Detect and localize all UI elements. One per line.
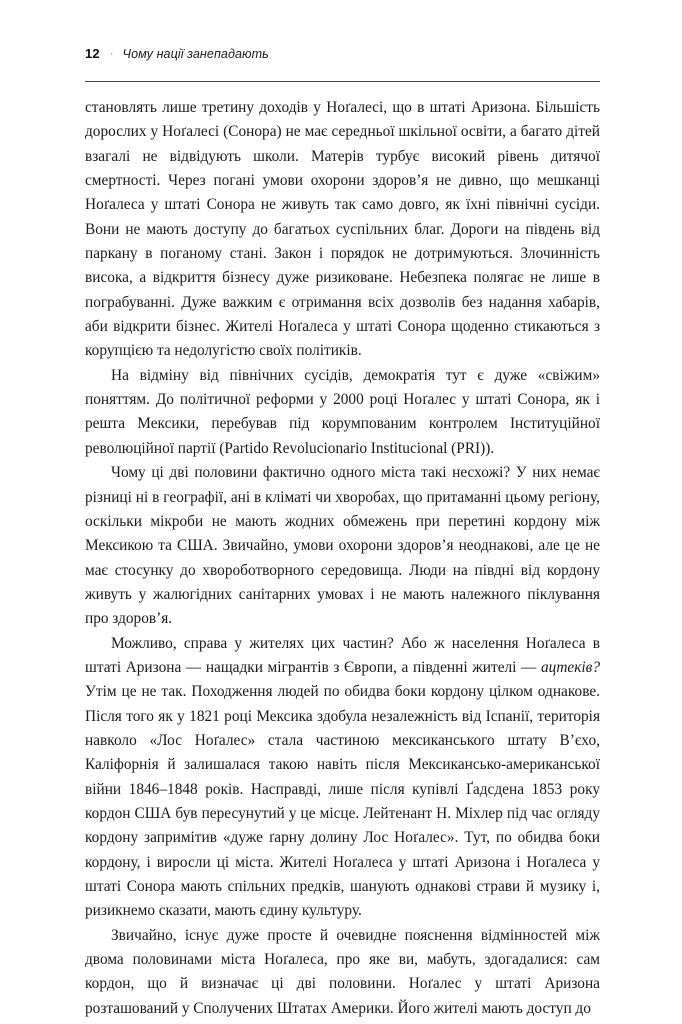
paragraph: Звичайно, існує дуже просте й очевидне пояснення відмінностей між двома половинами міста Ноґалеса, про яке ви, мабуть, здогадалися: сам кордон, що й визначає ці дві половини. Ноґалес у штаті Аризона розташований у Сполучених Штатах Америки. Його жителі мають доступ до — [85, 926, 600, 1017]
paragraph-text-before: Можливо, справа у жителях цих частин? Або ж населення Ноґалеса в штаті Аризона — нащадки мігрантів з Європи, а південні жителі — — [85, 634, 600, 676]
paragraph-text-after: Утім це не так. Походження людей по обидва боки кордону цілком однакове. Після того як у 1821 році Мексика здобула незалежність від Іспанії, територія навколо «Лос Ноґалес» стала частиною мексиканського штату В’єхо, Каліфорнія й залишалася такою навіть після Мексикансько-американської війни 1846–1848 років. Насправді, лише після купівлі Ґадсдена 1853 року кордон США був пересунутий у це місце. Лейтенант Н. Міхлер під час огляду кордону запримітив «дуже ґарну долину Лос Ноґалес». Тут, по обидва боки кордону, і виросли ці міста. Жителі Ноґалеса у штаті Аризона і Ноґалеса у штаті Сонора мають спільних предків, шанують однакові страви й музику і, ризикнемо сказати, мають єдину культуру. — [85, 683, 600, 920]
italic-term: ацтеків? — [540, 658, 600, 676]
paragraph-continuation: становлять лише третину доходів у Ноґалесі, що в штаті Аризона. Більшість дорослих у Ноґалесі (Сонора) не має середньої шкільної освіти, а багато дітей взагалі не відвідують школи. Матерів турбує високий рівень дитячої смертності. Через погані умови охорони здоров’я не дивно, що мешканці Ноґалеса у штаті Сонора не живуть так само довго, як їхні північні сусіди. Вони не мають доступу до багатьох суспільних благ. Дороги на південь від паркану в поганому стані. Закон і порядок не дотримуються. Злочинність висока, а відкриття бізнесу дуже ризиковане. Небезпека полягає не лише в пограбуванні. Дуже важким є отримання всіх дозволів без надання хабарів, аби відкрити бізнес. Жителі Ноґалеса у штаті Сонора щоденно стикаються з корупцією та недолугістю своїх політиків. — [85, 99, 600, 360]
paragraph: Чому ці дві половини фактично одного міста такі несхожі? У них немає різниці ні в географії, ані в кліматі чи хворобах, що притаманні цьому регіону, оскільки мікроби не мають жодних обмежень при перетині кордону між Мексикою та США. Звичайно, умови охорони здоров’я неоднакові, але це не має стосунку до хвороботворного середовища. Люди на півдні від кордону живуть у жалюгідних санітарних умовах і не мають належного піклування про здоров’я. — [85, 464, 600, 628]
header-divider — [85, 81, 600, 82]
paragraph-with-italic-term — [85, 632, 600, 924]
running-head — [85, 46, 600, 66]
paragraph: На відміну від північних сусідів, демократія тут є дуже «свіжим» поняттям. До політичної реформи у 2000 році Ноґалес у штаті Сонора, як і решта Мексики, перебував під корумпованим контролем Інституційної революційної партії (Partido Revolucionario Institucional (PRI)). — [85, 366, 600, 457]
running-head-separator: · — [109, 48, 114, 60]
page-number: 12 — [85, 46, 100, 61]
body-text-column — [85, 96, 600, 1021]
book-title: Чому нації занепадають — [122, 47, 269, 61]
